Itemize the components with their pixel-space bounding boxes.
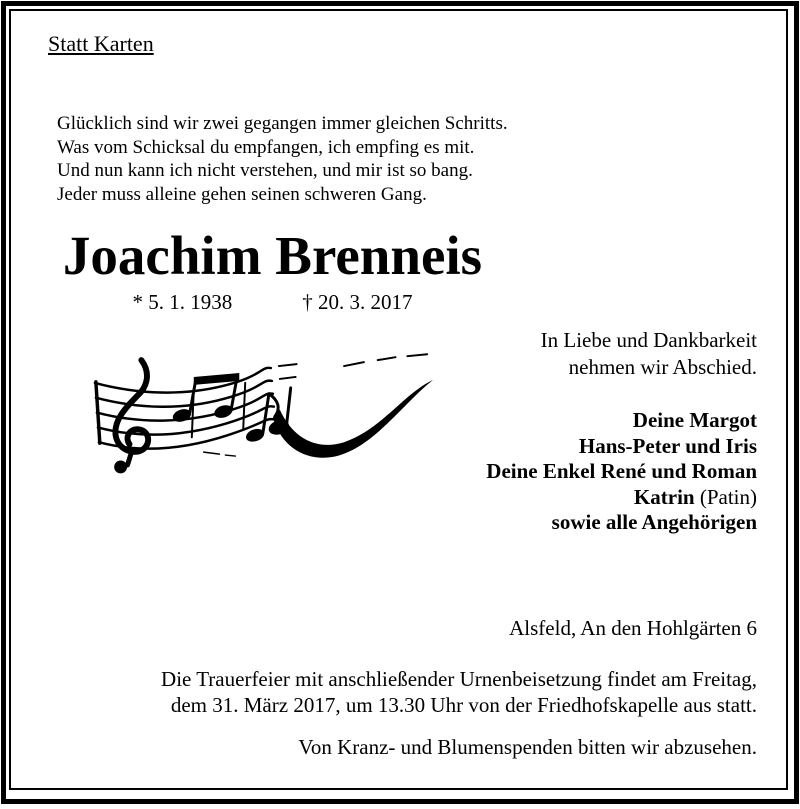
deceased-block <box>15 226 530 315</box>
mourner-line: Deine Margot <box>632 408 757 432</box>
memorial-poem <box>57 112 508 206</box>
service-announcement <box>161 666 757 718</box>
farewell-line: In Liebe und Dankbarkeit <box>540 328 757 352</box>
poem-line: Jeder muss alleine gehen seinen schweren Gang. <box>57 183 427 205</box>
mourners-list <box>486 408 757 536</box>
deceased-name: Joachim Brenneis <box>62 225 483 286</box>
birth-date: * 5. 1. 1938 <box>132 289 233 314</box>
mourner-line: Katrin (Patin) <box>633 484 757 509</box>
poem-line: Und nun kann ich nicht verstehen, und mir ist so bang. <box>57 160 473 181</box>
mourner-line: Deine Enkel René und Roman <box>486 459 757 483</box>
service-line: dem 31. März 2017, um 13.30 Uhr von der Friedhofskapelle aus statt. <box>170 693 757 717</box>
header-statt-karten: Statt Karten <box>48 31 154 56</box>
life-dates <box>15 290 530 315</box>
mourner-line: Hans-Peter und Iris <box>578 433 757 458</box>
donation-note: Von Kranz- und Blumenspenden bitten wir abzusehen. <box>298 735 757 759</box>
farewell-text <box>541 327 757 381</box>
address-line: Alsfeld, An den Hohlgärten 6 <box>509 616 757 640</box>
death-date: † 20. 3. 2017 <box>302 289 413 314</box>
mourner-line: sowie alle Angehörigen <box>551 510 757 534</box>
farewell-line: nehmen wir Abschied. <box>568 355 757 379</box>
music-staff-icon <box>85 350 441 484</box>
poem-line: Was vom Schicksal du empfangen, ich empfing es mit. <box>57 136 475 158</box>
service-line: Die Trauerfeier mit anschließender Urnenbeisetzung findet am Freitag, <box>161 667 757 691</box>
poem-line: Glücklich sind wir zwei gegangen immer gleichen Schritts. <box>57 113 508 134</box>
